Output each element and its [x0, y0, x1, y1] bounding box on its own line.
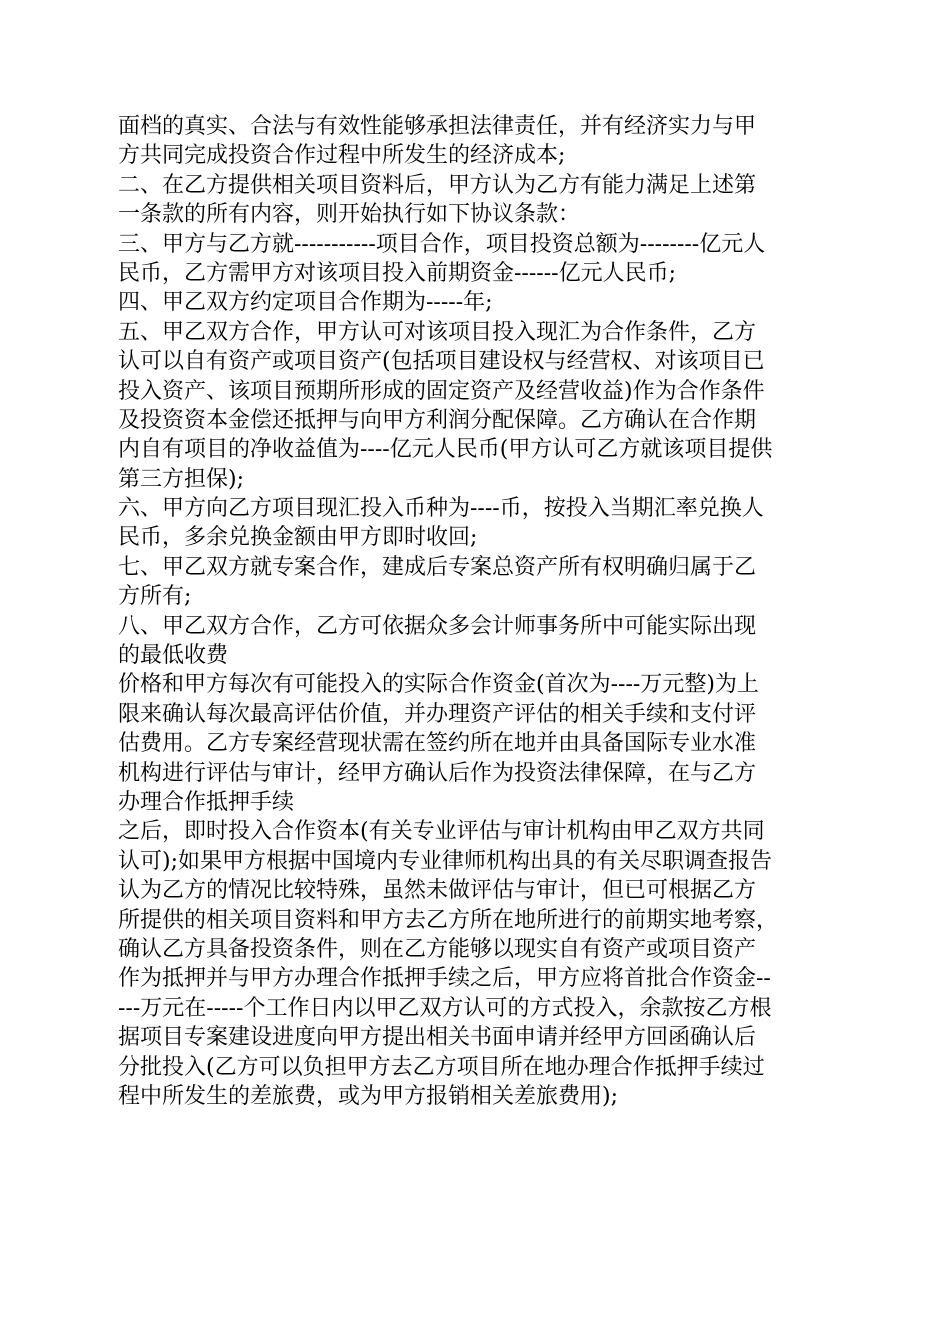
text-line: 作为抵押并与甲方办理合作抵押手续之后，甲方应将首批合作资金--	[118, 966, 771, 992]
text-line: 分批投入(乙方可以负担甲方去乙方项目所在地办理合作抵押手续过	[118, 1054, 765, 1080]
text-line: 四、甲乙双方约定项目合作期为-----年;	[118, 290, 493, 316]
text-line: 五、甲乙双方合作，甲方认可对该项目投入现汇为合作条件，乙方	[118, 319, 757, 345]
text-line: 据项目专案建设进度向甲方提出相关书面申请并经甲方回函确认后	[118, 1025, 757, 1051]
text-line: 二、在乙方提供相关项目资料后，甲方认为乙方有能力满足上述第	[118, 172, 757, 198]
text-line: 限来确认每次最高评估价值，并办理资产评估的相关手续和支付评	[118, 701, 757, 727]
text-line: 认可);如果甲方根据中国境内专业律师机构出具的有关尽职调查报告	[118, 848, 772, 874]
text-line: 投入资产、该项目预期所形成的固定资产及经营收益)作为合作条件	[118, 378, 765, 404]
text-line: 的最低收费	[118, 643, 229, 669]
text-line: 认为乙方的情况比较特殊，虽然未做评估与审计，但已可根据乙方	[118, 878, 757, 904]
text-line: 民币，乙方需甲方对该项目投入前期资金------亿元人民币;	[118, 260, 677, 286]
text-line: 内自有项目的净收益值为----亿元人民币(甲方认可乙方就该项目提供	[118, 437, 773, 463]
text-line: 程中所发生的差旅费，或为甲方报销相关差旅费用);	[118, 1083, 618, 1109]
text-line: 方共同完成投资合作过程中所发生的经济成本;	[118, 143, 566, 169]
text-line: 确认乙方具备投资条件，则在乙方能够以现实自有资产或项目资产	[118, 936, 757, 962]
text-line: 机构进行评估与审计，经甲方确认后作为投资法律保障，在与乙方	[118, 760, 757, 786]
text-line: 七、甲乙双方就专案合作，建成后专案总资产所有权明确归属于乙	[118, 554, 757, 580]
text-line: 六、甲方向乙方项目现汇投入币种为----币，按投入当期汇率兑换人	[118, 496, 764, 522]
text-line: 之后，即时投入合作资本(有关专业评估与审计机构由甲乙双方共同	[118, 819, 765, 845]
text-line: ---万元在-----个工作日内以甲乙双方认可的方式投入，余款按乙方根	[118, 995, 772, 1021]
text-line: 三、甲方与乙方就-----------项目合作，项目投资总额为--------亿元人	[118, 231, 766, 257]
text-line: 所提供的相关项目资料和甲方去乙方所在地所进行的前期实地考察，	[118, 907, 779, 933]
text-line: 认可以自有资产或项目资产(包括项目建设权与经营权、对该项目已	[118, 349, 765, 375]
text-line: 面档的真实、合法与有效性能够承担法律责任，并有经济实力与甲	[118, 114, 757, 139]
text-line: 价格和甲方每次有可能投入的实际合作资金(首次为----万元整)为上	[118, 672, 759, 698]
text-line: 八、甲乙双方合作，乙方可依据众多会计师事务所中可能实际出现	[118, 613, 757, 639]
text-line: 办理合作抵押手续	[118, 789, 295, 815]
text-line: 第三方担保);	[118, 466, 244, 492]
text-line: 民币，多余兑换金额由甲方即时收回;	[118, 525, 478, 551]
text-line: 及投资资本金偿还抵押与向甲方利润分配保障。乙方确认在合作期	[118, 407, 757, 433]
text-line: 一条款的所有内容，则开始执行如下协议条款：	[118, 202, 581, 228]
agreement-body-text	[118, 112, 838, 1111]
text-line: 方所有;	[118, 584, 192, 610]
text-line: 估费用。乙方专案经营现状需在签约所在地并由具备国际专业水准	[118, 731, 757, 757]
